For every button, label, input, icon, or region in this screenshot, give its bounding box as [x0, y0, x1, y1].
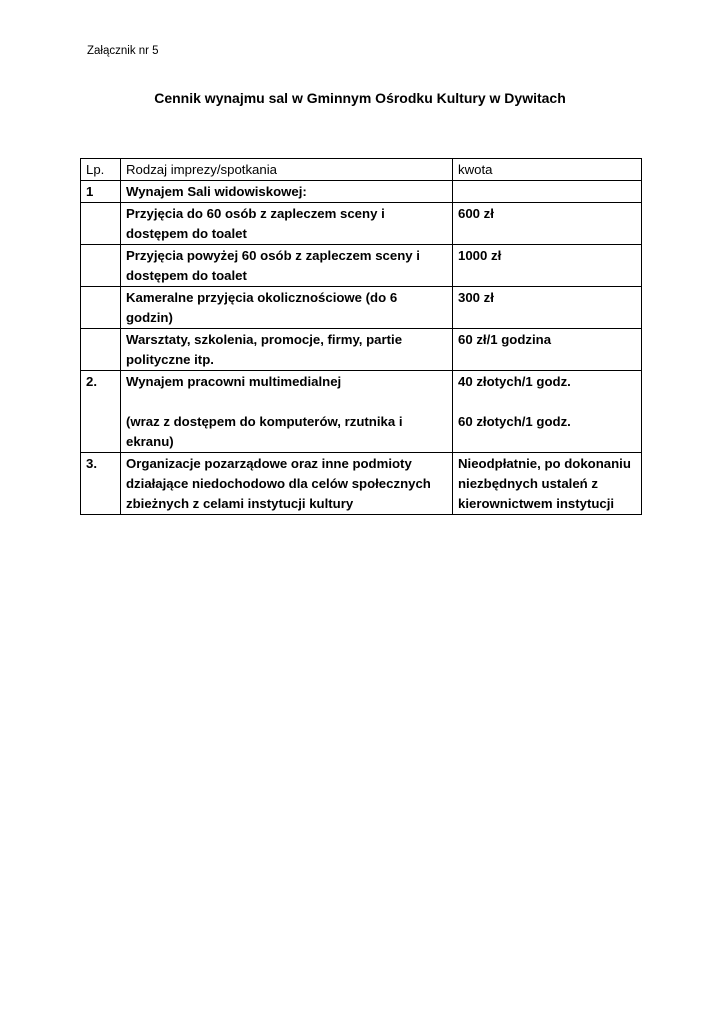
cell-type: Organizacje pozarządowe oraz inne podmioty działające niedochodowo dla celów społecznych zbieżnych z celami instytucji kultury: [121, 453, 453, 515]
cell-type: Kameralne przyjęcia okolicznościowe (do 6 godzin): [121, 287, 453, 329]
cell-price: [453, 181, 642, 203]
table-header-row: [81, 159, 642, 181]
cell-price: [453, 371, 642, 453]
cell-type: Przyjęcia do 60 osób z zapleczem sceny i dostępem do toalet: [121, 203, 453, 245]
attachment-label: Załącznik nr 5: [87, 45, 159, 57]
cell-price: Nieodpłatnie, po dokonaniu niezbędnych ustaleń z kierownictwem instytucji: [453, 453, 642, 515]
header-price: kwota: [453, 159, 642, 181]
table-row: [81, 453, 642, 515]
cell-lp: 1: [81, 181, 121, 203]
cell-lp: 3.: [81, 453, 121, 515]
cell-price: 300 zł: [453, 287, 642, 329]
cell-price: 600 zł: [453, 203, 642, 245]
cell-price: 1000 zł: [453, 245, 642, 287]
cell-lp: [81, 203, 121, 245]
cell-lp: [81, 245, 121, 287]
cell-type-line: (wraz z dostępem do komputerów, rzutnika i ekranu): [126, 414, 403, 449]
cell-lp: 2.: [81, 371, 121, 453]
cell-spacer: [458, 392, 636, 412]
cell-type-line: Wynajem pracowni multimedialnej: [126, 374, 342, 389]
table-row: [81, 287, 642, 329]
cell-price: 60 zł/1 godzina: [453, 329, 642, 371]
cell-type: Wynajem Sali widowiskowej:: [121, 181, 453, 203]
cell-lp: [81, 329, 121, 371]
page-title: Cennik wynajmu sal w Gminnym Ośrodku Kultury w Dywitach: [154, 90, 566, 106]
table-row: [81, 371, 642, 453]
cell-lp: [81, 287, 121, 329]
cell-price-line: 40 złotych/1 godz.: [458, 374, 571, 389]
table-row: [81, 245, 642, 287]
header-type: Rodzaj imprezy/spotkania: [121, 159, 453, 181]
cell-type: Warsztaty, szkolenia, promocje, firmy, partie polityczne itp.: [121, 329, 453, 371]
cell-type: [121, 371, 453, 453]
cell-type: Przyjęcia powyżej 60 osób z zapleczem sceny i dostępem do toalet: [121, 245, 453, 287]
table-row: [81, 203, 642, 245]
table-row: [81, 181, 642, 203]
price-table: [80, 158, 642, 515]
header-lp: Lp.: [81, 159, 121, 181]
table-row: [81, 329, 642, 371]
cell-spacer: [126, 392, 447, 412]
cell-price-line: 60 złotych/1 godz.: [458, 414, 571, 429]
